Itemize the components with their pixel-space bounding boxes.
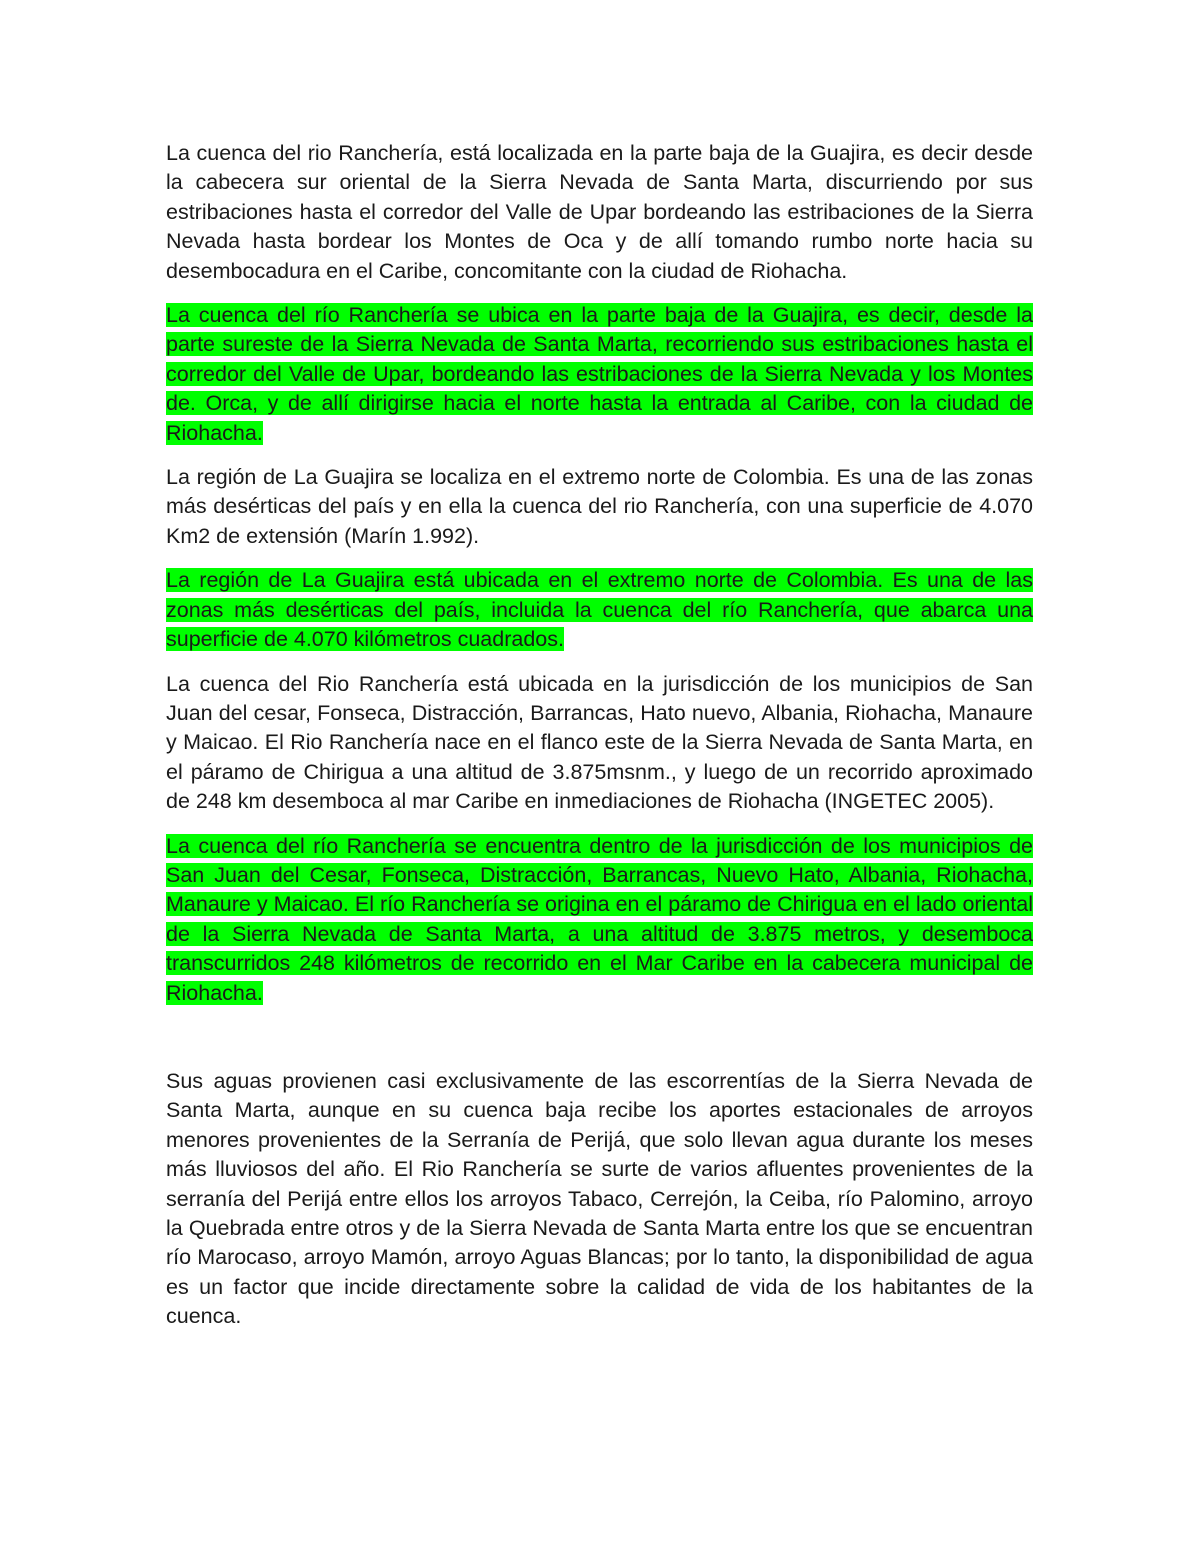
- paragraph-text: Sus aguas provienen casi exclusivamente de las escorrentías de la Sierra Nevada de Santa Marta, aunque en su cuenca baja recibe los aportes estacionales de arroyos menores provenientes de la Serranía de Perijá, que solo llevan agua durante los meses más lluviosos del año. El Rio Ranchería se surte de varios afluentes provenientes de la serranía del Perijá entre ellos los arroyos Tabaco, Cerrejón, la Ceiba, río Palomino, arroyo la Quebrada entre otros y de la Sierra Nevada de Santa Marta entre los que se encuentran río Marocaso, arroyo Mamón, arroyo Aguas Blancas; por lo tanto, la disponibilidad de agua es un factor que incide directamente sobre la calidad de vida de los habitantes de la cuenca.: [166, 1068, 1033, 1329]
- paragraph-original-1: [166, 139, 1033, 286]
- highlighted-text: La cuenca del río Ranchería se ubica en la parte baja de la Guajira, es decir, desde la parte sureste de la Sierra Nevada de Santa Marta, recorriendo sus estribaciones hasta el corredor del Valle de Upar, bordeando las estribaciones de la Sierra Nevada y los Montes de. Orca, y de allí dirigirse hacia el norte hasta la entrada al Caribe, con la ciudad de Riohacha.: [166, 303, 1033, 445]
- document-page: [166, 139, 1033, 1347]
- highlighted-text: La cuenca del río Ranchería se encuentra dentro de la jurisdicción de los municipios de San Juan del Cesar, Fonseca, Distracción, Barrancas, Nuevo Hato, Albania, Riohacha, Manaure y Maicao. El río Ranchería se origina en el páramo de Chirigua en el lado oriental de la Sierra Nevada de Santa Marta, a una altitud de 3.875 metros, y desemboca transcurridos 248 kilómetros de recorrido en el Mar Caribe en la cabecera municipal de Riohacha.: [166, 833, 1033, 1005]
- paragraph-paraphrase-1: [166, 301, 1033, 448]
- paragraph-original-2: [166, 463, 1033, 551]
- paragraph-original-4: [166, 1067, 1033, 1332]
- paragraph-original-3: [166, 670, 1033, 817]
- paragraph-paraphrase-3: [166, 832, 1033, 1008]
- paragraph-text: La región de La Guajira se localiza en el extremo norte de Colombia. Es una de las zonas más desérticas del país y en ella la cuenca del rio Ranchería, con una superficie de 4.070 Km2 de extensión (Marín 1.992).: [166, 465, 1033, 548]
- paragraph-text: La cuenca del rio Ranchería, está localizada en la parte baja de la Guajira, es decir desde la cabecera sur oriental de la Sierra Nevada de Santa Marta, discurriendo por sus estribaciones hasta el corredor del Valle de Upar bordeando las estribaciones de la Sierra Nevada hasta bordear los Montes de Oca y de allí tomando rumbo norte hacia su desembocadura en el Caribe, concomitante con la ciudad de Riohacha.: [166, 141, 1033, 283]
- paragraph-paraphrase-2: [166, 566, 1033, 654]
- highlighted-text: La región de La Guajira está ubicada en el extremo norte de Colombia. Es una de las zonas más desérticas del país, incluida la cuenca del río Ranchería, que abarca una superficie de 4.070 kilómetros cuadrados.: [166, 568, 1033, 652]
- paragraph-text: La cuenca del Rio Ranchería está ubicada en la jurisdicción de los municipios de San Juan del cesar, Fonseca, Distracción, Barrancas, Hato nuevo, Albania, Riohacha, Manaure y Maicao. El Rio Ranchería nace en el flanco este de la Sierra Nevada de Santa Marta, en el páramo de Chirigua a una altitud de 3.875msnm., y luego de un recorrido aproximado de 248 km desemboca al mar Caribe en inmediaciones de Riohacha (INGETEC 2005).: [166, 671, 1033, 814]
